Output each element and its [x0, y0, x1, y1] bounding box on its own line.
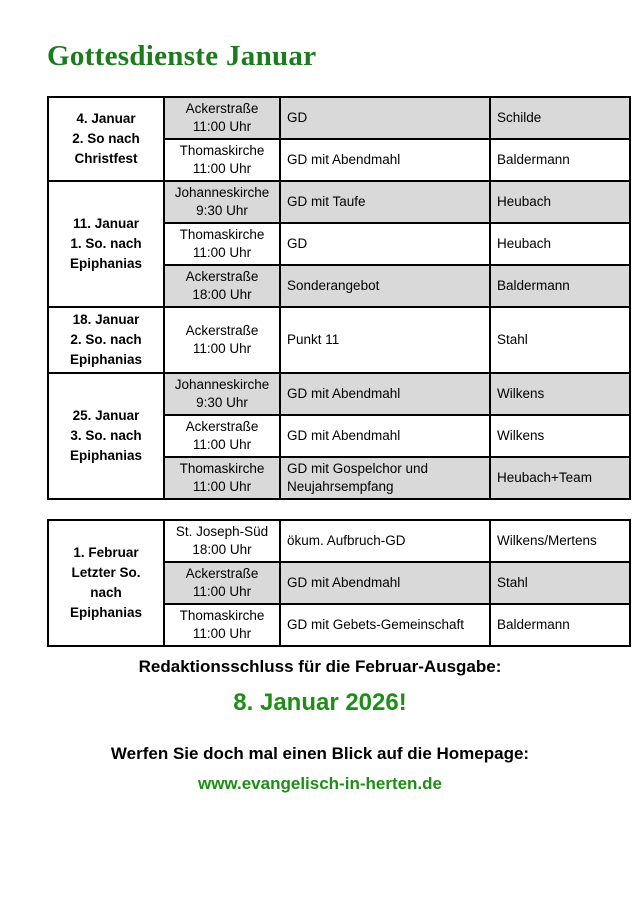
leader-cell: Baldermann — [490, 139, 630, 181]
service-cell: GD mit Abendmahl — [280, 139, 490, 181]
service-time: 9:30 Uhr — [196, 203, 248, 218]
location-time-cell — [164, 562, 280, 604]
service-time: 11:00 Uhr — [192, 584, 252, 599]
service-cell: GD mit Gebets-Gemeinschaft — [280, 604, 490, 646]
leader-cell: Baldermann — [490, 265, 630, 307]
location-name: Johanneskirche — [174, 185, 270, 200]
date-line: Epiphanias — [69, 352, 142, 367]
location-time-cell — [164, 415, 280, 457]
date-line: Epiphanias — [69, 605, 142, 620]
date-line: Epiphanias — [69, 256, 142, 271]
leader-cell: Stahl — [490, 562, 630, 604]
leader-cell: Wilkens — [490, 415, 630, 457]
service-time: 18:00 Uhr — [192, 542, 252, 557]
leader-cell: Heubach — [490, 181, 630, 223]
service-time: 11:00 Uhr — [192, 479, 252, 494]
date-cell — [48, 373, 164, 499]
date-line: nach — [90, 585, 122, 600]
location-name: Thomaskirche — [179, 143, 265, 158]
location-time-cell — [164, 520, 280, 562]
leader-cell: Schilde — [490, 97, 630, 139]
service-time: 11:00 Uhr — [192, 119, 252, 134]
service-cell: GD mit Abendmahl — [280, 562, 490, 604]
date-line: 1. So. nach — [70, 236, 142, 251]
location-name: Thomaskirche — [179, 608, 265, 623]
deadline-date: 8. Januar 2026! — [233, 689, 407, 716]
service-row — [48, 181, 630, 223]
location-time-cell — [164, 181, 280, 223]
date-line: 3. So. nach — [70, 428, 142, 443]
date-line: 18. Januar — [72, 312, 140, 327]
service-cell: Sonderangebot — [280, 265, 490, 307]
location-name: Thomaskirche — [179, 227, 265, 242]
service-time: 18:00 Uhr — [192, 287, 252, 302]
homepage-label: Werfen Sie doch mal einen Blick auf die Homepage: — [110, 744, 530, 763]
date-line: 4. Januar — [76, 111, 136, 126]
leader-cell: Stahl — [490, 307, 630, 373]
location-name: Ackerstraße — [185, 269, 259, 284]
location-name: Johanneskirche — [174, 377, 270, 392]
deadline-label: Redaktionsschluss für die Februar-Ausgabe: — [138, 657, 502, 676]
date-line: 25. Januar — [72, 408, 140, 423]
service-schedule-tables — [47, 96, 631, 666]
date-cell — [48, 307, 164, 373]
location-time-cell — [164, 373, 280, 415]
service-cell: Punkt 11 — [280, 307, 490, 373]
service-cell: GD mit Abendmahl — [280, 373, 490, 415]
location-time-cell — [164, 307, 280, 373]
location-name: Ackerstraße — [185, 323, 259, 338]
service-cell: GD mit Taufe — [280, 181, 490, 223]
location-name: Ackerstraße — [185, 419, 259, 434]
date-line: Epiphanias — [69, 448, 142, 463]
january-services-table — [47, 96, 631, 500]
service-time: 11:00 Uhr — [192, 245, 252, 260]
service-time: 11:00 Uhr — [192, 437, 252, 452]
service-row — [48, 97, 630, 139]
service-cell: GD — [280, 223, 490, 265]
service-cell: GD mit Abendmahl — [280, 415, 490, 457]
date-line: Letzter So. — [71, 565, 141, 580]
date-line: 2. So. nach — [70, 332, 142, 347]
leader-cell: Wilkens — [490, 373, 630, 415]
service-cell: GD — [280, 97, 490, 139]
location-time-cell — [164, 265, 280, 307]
date-line: 1. Februar — [73, 545, 139, 560]
location-name: Thomaskirche — [179, 461, 265, 476]
service-row — [48, 307, 630, 373]
service-time: 11:00 Uhr — [192, 626, 252, 641]
service-cell: ökum. Aufbruch-GD — [280, 520, 490, 562]
service-row — [48, 373, 630, 415]
service-row — [48, 520, 630, 562]
date-cell — [48, 97, 164, 181]
location-time-cell — [164, 457, 280, 499]
date-cell — [48, 520, 164, 646]
date-line: Christfest — [74, 151, 138, 166]
location-name: Ackerstraße — [185, 101, 259, 116]
service-time: 11:00 Uhr — [192, 161, 252, 176]
leader-cell: Baldermann — [490, 604, 630, 646]
location-time-cell — [164, 139, 280, 181]
location-name: Ackerstraße — [185, 566, 259, 581]
date-cell — [48, 181, 164, 307]
location-name: St. Joseph-Süd — [175, 524, 269, 539]
february-services-table — [47, 519, 631, 647]
leader-cell: Heubach+Team — [490, 457, 630, 499]
date-line: 11. Januar — [72, 216, 140, 231]
service-time: 11:00 Uhr — [192, 341, 252, 356]
page-title: Gottesdienste Januar — [47, 40, 317, 72]
location-time-cell — [164, 223, 280, 265]
leader-cell: Wilkens/Mertens — [490, 520, 630, 562]
location-time-cell — [164, 604, 280, 646]
date-line: 2. So nach — [72, 131, 140, 146]
homepage-link[interactable]: www.evangelisch-in-herten.de — [197, 774, 443, 793]
location-time-cell — [164, 97, 280, 139]
service-cell: GD mit Gospelchor und Neujahrsempfang — [280, 457, 490, 499]
leader-cell: Heubach — [490, 223, 630, 265]
service-time: 9:30 Uhr — [196, 395, 248, 410]
